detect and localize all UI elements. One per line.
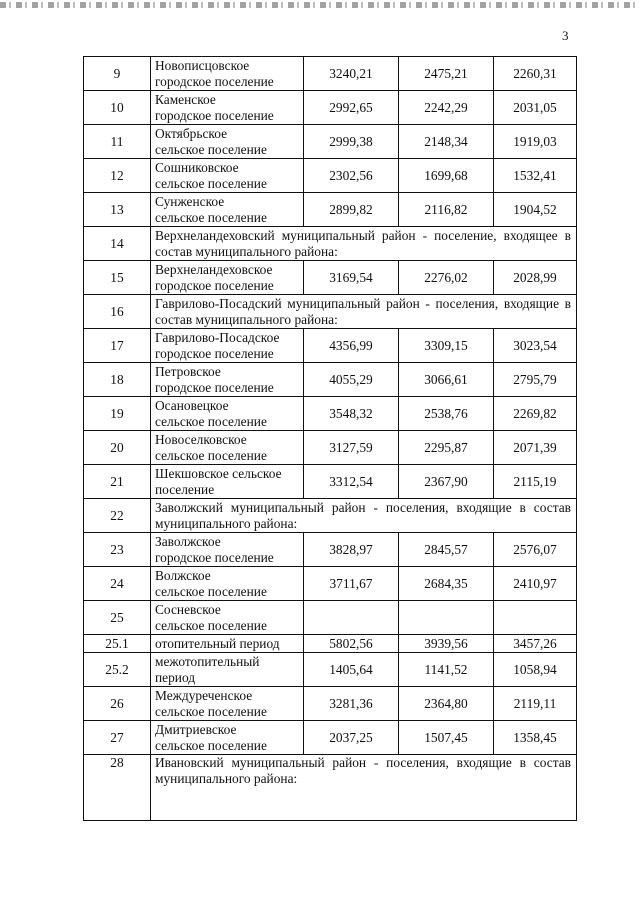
value-cell-v1: 3169,54	[304, 261, 399, 295]
table-row	[84, 227, 577, 261]
value-cell-v2: 2364,80	[399, 687, 494, 721]
value-cell-v2	[399, 601, 494, 635]
row-number-cell: 15	[84, 261, 151, 295]
value-cell-v3: 1358,45	[494, 721, 577, 755]
row-number-cell: 16	[84, 295, 151, 329]
value-cell-v1: 1405,64	[304, 653, 399, 687]
value-cell-v3: 3457,26	[494, 635, 577, 653]
value-cell-v3: 2028,99	[494, 261, 577, 295]
settlement-name-cell: Новописцовское городское поселение	[151, 57, 304, 91]
table-row	[84, 125, 577, 159]
value-cell-v3: 2119,11	[494, 687, 577, 721]
row-number-cell: 12	[84, 159, 151, 193]
row-number-cell: 25	[84, 601, 151, 635]
table-row	[84, 653, 577, 687]
value-cell-v1: 3828,97	[304, 533, 399, 567]
value-cell-v1: 3548,32	[304, 397, 399, 431]
table-row	[84, 159, 577, 193]
row-number-cell: 13	[84, 193, 151, 227]
settlement-name-cell: Петровское городское поселение	[151, 363, 304, 397]
value-cell-v2: 2684,35	[399, 567, 494, 601]
district-heading-cell: Заволжский муниципальный район - поселения, входящие в состав муниципального района:	[151, 499, 577, 533]
value-cell-v1: 5802,56	[304, 635, 399, 653]
settlement-name-cell: Верхнеландеховское городское поселение	[151, 261, 304, 295]
settlement-name-cell: Каменское городское поселение	[151, 91, 304, 125]
value-cell-v2: 1507,45	[399, 721, 494, 755]
row-number-cell: 22	[84, 499, 151, 533]
settlement-name-cell: Гаврилово-Посадское городское поселение	[151, 329, 304, 363]
value-cell-v3	[494, 601, 577, 635]
row-number-cell: 10	[84, 91, 151, 125]
value-cell-v3: 2269,82	[494, 397, 577, 431]
settlement-name-cell: межотопительный период	[151, 653, 304, 687]
value-cell-v3: 2795,79	[494, 363, 577, 397]
table-row	[84, 601, 577, 635]
value-cell-v1: 3281,36	[304, 687, 399, 721]
table-row	[84, 533, 577, 567]
value-cell-v2: 2845,57	[399, 533, 494, 567]
value-cell-v3: 2031,05	[494, 91, 577, 125]
value-cell-v1: 3711,67	[304, 567, 399, 601]
value-cell-v3: 3023,54	[494, 329, 577, 363]
value-cell-v1: 3127,59	[304, 431, 399, 465]
settlement-name-cell: Сошниковское сельское поселение	[151, 159, 304, 193]
row-number-cell: 27	[84, 721, 151, 755]
settlement-name-cell: Шекшовское сельское поселение	[151, 465, 304, 499]
settlement-name-cell: отопительный период	[151, 635, 304, 653]
table-row	[84, 363, 577, 397]
value-cell-v1: 4356,99	[304, 329, 399, 363]
table-row	[84, 261, 577, 295]
scan-artifact-line	[0, 2, 640, 8]
settlement-name-cell: Междуреченское сельское поселение	[151, 687, 304, 721]
value-cell-v3: 2576,07	[494, 533, 577, 567]
table-body	[84, 57, 577, 821]
row-number-cell: 24	[84, 567, 151, 601]
value-cell-v2: 2475,21	[399, 57, 494, 91]
settlement-name-cell: Октябрьское сельское поселение	[151, 125, 304, 159]
value-cell-v2: 1141,52	[399, 653, 494, 687]
table-row	[84, 91, 577, 125]
value-cell-v2: 3066,61	[399, 363, 494, 397]
table-row	[84, 721, 577, 755]
value-cell-v3: 2260,31	[494, 57, 577, 91]
value-cell-v1	[304, 601, 399, 635]
value-cell-v1: 3240,21	[304, 57, 399, 91]
value-cell-v1: 2037,25	[304, 721, 399, 755]
value-cell-v3: 1904,52	[494, 193, 577, 227]
settlement-name-cell: Осановецкое сельское поселение	[151, 397, 304, 431]
row-number-cell: 18	[84, 363, 151, 397]
row-number-cell: 19	[84, 397, 151, 431]
row-number-cell: 23	[84, 533, 151, 567]
row-number-cell: 21	[84, 465, 151, 499]
value-cell-v1: 2999,38	[304, 125, 399, 159]
value-cell-v2: 2367,90	[399, 465, 494, 499]
value-cell-v1: 2302,56	[304, 159, 399, 193]
value-cell-v2: 2148,34	[399, 125, 494, 159]
table-row	[84, 295, 577, 329]
row-number-cell: 20	[84, 431, 151, 465]
value-cell-v2: 3939,56	[399, 635, 494, 653]
table-row	[84, 465, 577, 499]
row-number-cell: 25.2	[84, 653, 151, 687]
district-heading-cell: Ивановский муниципальный район - поселения, входящие в состав муниципального района:	[151, 755, 577, 821]
row-number-cell: 11	[84, 125, 151, 159]
value-cell-v2: 1699,68	[399, 159, 494, 193]
value-cell-v1: 2899,82	[304, 193, 399, 227]
value-cell-v3: 2115,19	[494, 465, 577, 499]
table-row	[84, 635, 577, 653]
value-cell-v1: 4055,29	[304, 363, 399, 397]
value-cell-v3: 1532,41	[494, 159, 577, 193]
settlement-name-cell: Сосневское сельское поселение	[151, 601, 304, 635]
settlement-name-cell: Дмитриевское сельское поселение	[151, 721, 304, 755]
table-row	[84, 193, 577, 227]
table-row	[84, 687, 577, 721]
settlement-name-cell: Волжское сельское поселение	[151, 567, 304, 601]
value-cell-v2: 2116,82	[399, 193, 494, 227]
row-number-cell: 28	[84, 755, 151, 821]
value-cell-v2: 2242,29	[399, 91, 494, 125]
value-cell-v2: 2276,02	[399, 261, 494, 295]
tariff-table	[83, 56, 577, 821]
value-cell-v2: 2295,87	[399, 431, 494, 465]
value-cell-v1: 2992,65	[304, 91, 399, 125]
table-row	[84, 567, 577, 601]
row-number-cell: 25.1	[84, 635, 151, 653]
settlement-name-cell: Заволжское городское поселение	[151, 533, 304, 567]
table-row	[84, 499, 577, 533]
value-cell-v3: 1919,03	[494, 125, 577, 159]
page-number: 3	[562, 28, 569, 43]
table-row	[84, 57, 577, 91]
district-heading-cell: Верхнеландеховский муниципальный район - поселение, входящее в состав муниципального района:	[151, 227, 577, 261]
table-row	[84, 329, 577, 363]
district-heading-cell: Гаврилово-Посадский муниципальный район - поселения, входящие в состав муниципального района:	[151, 295, 577, 329]
value-cell-v3: 2410,97	[494, 567, 577, 601]
row-number-cell: 14	[84, 227, 151, 261]
row-number-cell: 9	[84, 57, 151, 91]
value-cell-v3: 1058,94	[494, 653, 577, 687]
table-row	[84, 431, 577, 465]
value-cell-v1: 3312,54	[304, 465, 399, 499]
value-cell-v3: 2071,39	[494, 431, 577, 465]
settlement-name-cell: Новоселковское сельское поселение	[151, 431, 304, 465]
value-cell-v2: 2538,76	[399, 397, 494, 431]
value-cell-v2: 3309,15	[399, 329, 494, 363]
row-number-cell: 17	[84, 329, 151, 363]
table-row	[84, 397, 577, 431]
table-row	[84, 755, 577, 821]
row-number-cell: 26	[84, 687, 151, 721]
settlement-name-cell: Сунженское сельское поселение	[151, 193, 304, 227]
